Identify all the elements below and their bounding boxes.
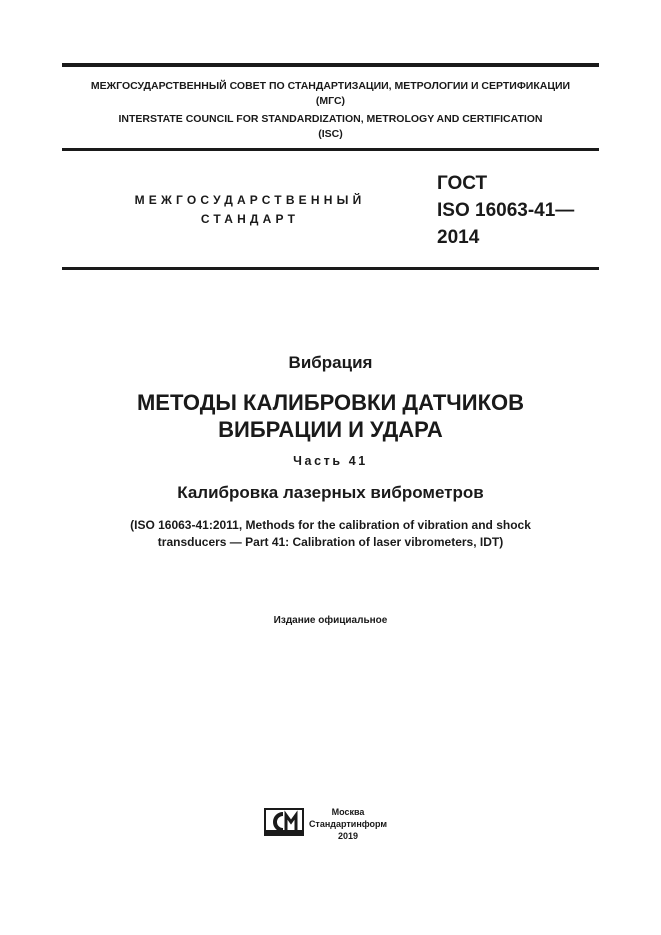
council-en-line2: (ISC) — [318, 128, 343, 140]
standard-code-line2: ISO 16063-41— — [437, 200, 575, 221]
standard-code-line3: 2014 — [437, 227, 480, 248]
council-ru-line2: (МГС) — [315, 95, 346, 107]
edition-note: Издание официальное — [273, 615, 388, 626]
council-ru-line1: МЕЖГОСУДАРСТВЕННЫЙ СОВЕТ ПО СТАНДАРТИЗАЦИИ, МЕТРОЛОГИИ И СЕРТИФИКАЦИИ — [90, 80, 571, 92]
council-ru — [62, 79, 599, 109]
council-en-line1: INTERSTATE COUNCIL FOR STANDARDIZATION, METROLOGY AND CERTIFICATION — [118, 113, 543, 125]
council-en — [62, 112, 599, 142]
lower-rule — [62, 267, 599, 270]
publisher-city: Москва — [331, 807, 365, 817]
middle-rule — [62, 148, 599, 151]
top-rule — [62, 63, 599, 67]
standard-type-line2: СТАНДАРТ — [200, 212, 300, 226]
subject-heading: Вибрация — [288, 353, 373, 372]
standartinform-logo-icon — [264, 808, 304, 836]
title-line1: МЕТОДЫ КАЛИБРОВКИ ДАТЧИКОВ — [136, 390, 525, 415]
publisher-name: Стандартинформ — [308, 819, 388, 829]
standard-code-line1: ГОСТ — [437, 173, 488, 194]
title-line2: ВИБРАЦИИ И УДАРА — [218, 417, 443, 442]
publication-year: 2019 — [337, 831, 359, 841]
part-number: Часть 41 — [293, 454, 368, 468]
standard-type-line1: МЕЖГОСУДАРСТВЕННЫЙ — [134, 193, 366, 207]
iso-reference-line2: transducers — Part 41: Calibration of laser vibrometers, IDT) — [157, 535, 504, 549]
iso-reference — [0, 517, 661, 551]
iso-reference-line1: (ISO 16063-41:2011, Methods for the calibration of vibration and shock — [130, 518, 531, 532]
document-subtitle: Калибровка лазерных виброметров — [177, 483, 484, 502]
document-title — [0, 389, 661, 443]
